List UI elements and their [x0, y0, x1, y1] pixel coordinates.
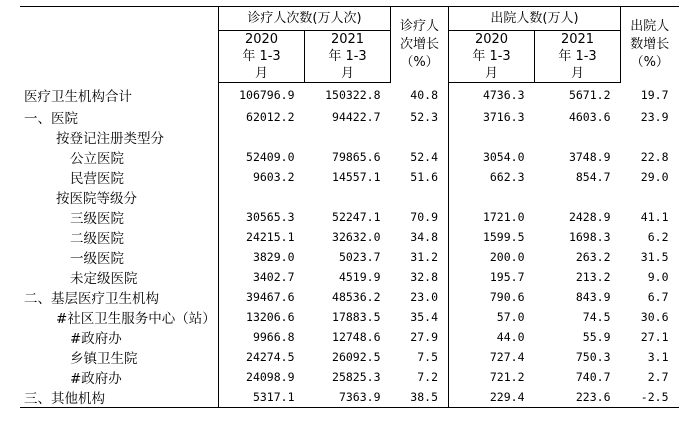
- cell-dg: -2.5: [621, 387, 679, 408]
- header-name-cell: [20, 7, 219, 83]
- row-label: 三、其他机构: [20, 387, 219, 408]
- cell-d2020: [449, 187, 535, 207]
- cell-d2021: 74.5: [582, 309, 611, 324]
- cell-vg: 7.2: [417, 369, 438, 384]
- cell-vg: [391, 187, 449, 207]
- cell-d2021: [535, 127, 621, 147]
- cell-d2021: 55.9: [582, 329, 611, 344]
- cell-d2020: 1721.0: [449, 207, 535, 227]
- cell-v2021: 17883.5: [332, 309, 381, 324]
- cell-d2020: 3054.0: [449, 147, 535, 167]
- cell-vg: 51.6: [410, 169, 438, 184]
- row-label: 一、医院: [24, 110, 78, 127]
- cell-d2021: [535, 187, 621, 207]
- cell-vg: 35.4: [410, 309, 438, 324]
- table-row: [20, 187, 679, 207]
- cell-v2021: 12748.6: [332, 329, 381, 344]
- table-row: [20, 347, 679, 367]
- cell-vg: 31.2: [410, 249, 438, 264]
- header-discharge-2020: [449, 31, 535, 83]
- cell-v2021: 7363.9: [305, 387, 391, 408]
- cell-vg: [391, 127, 449, 147]
- row-label: 医疗卫生机构合计: [24, 88, 132, 105]
- cell-v2020: 5317.1: [219, 387, 305, 408]
- header-discharge-group: 出院人数(万人): [449, 7, 621, 31]
- cell-vg: 32.8: [410, 269, 438, 284]
- header-discharge-2020-text: 2020年 1-3月: [472, 32, 511, 81]
- cell-dg: 30.6: [640, 309, 669, 324]
- cell-v2021: 32632.0: [332, 229, 381, 244]
- cell-v2020: [219, 187, 305, 207]
- cell-v2021: 48536.2: [332, 289, 381, 304]
- row-label: 乡镇卫生院: [70, 350, 138, 367]
- header-visits-2020: [219, 31, 305, 83]
- cell-dg: 29.0: [640, 169, 669, 184]
- cell-v2020: 24215.1: [219, 227, 305, 247]
- cell-dg: [621, 127, 679, 147]
- cell-v2020: 106796.9: [219, 83, 305, 107]
- table-row: [20, 107, 679, 127]
- cell-v2020: 3829.0: [219, 247, 305, 267]
- cell-dg: [621, 187, 679, 207]
- cell-d2021: 854.7: [575, 169, 611, 184]
- cell-v2020: 9603.2: [219, 167, 305, 187]
- row-label: 三级医院: [70, 210, 124, 227]
- table-row: [20, 167, 679, 187]
- cell-dg: 41.1: [640, 209, 669, 224]
- row-label: 按登记注册类型分: [56, 130, 164, 147]
- cell-v2021: 26092.5: [332, 349, 381, 364]
- cell-v2020: 24274.5: [219, 347, 305, 367]
- table-row: [20, 307, 679, 327]
- header-discharge-2021: [535, 31, 621, 83]
- header-visits-2021-text: 2021年 1-3月: [328, 32, 367, 81]
- row-label: 一级医院: [70, 250, 124, 267]
- table-row: [20, 127, 679, 147]
- row-label: 二级医院: [70, 230, 124, 247]
- cell-d2020: [449, 127, 535, 147]
- cell-d2021: 740.7: [575, 369, 611, 384]
- cell-v2020: 52409.0: [219, 147, 305, 167]
- cell-d2020: 229.4: [449, 387, 535, 408]
- cell-v2021: 94422.7: [332, 109, 381, 124]
- cell-vg: 27.9: [410, 329, 438, 344]
- cell-dg: 22.8: [640, 149, 669, 164]
- cell-dg: 31.5: [640, 249, 669, 264]
- cell-d2021: 263.2: [575, 249, 611, 264]
- cell-d2020: 195.7: [449, 267, 535, 287]
- cell-v2021: [305, 187, 391, 207]
- row-label: 民营医院: [70, 170, 124, 187]
- table-body: [20, 83, 679, 408]
- cell-vg: 70.9: [410, 209, 438, 224]
- cell-v2021: 52247.1: [332, 209, 381, 224]
- cell-v2020: 39467.6: [219, 287, 305, 307]
- cell-vg: 52.3: [410, 109, 438, 124]
- cell-d2021: 843.9: [575, 289, 611, 304]
- header-visits-2021: [305, 31, 391, 83]
- row-label: 按医院等级分: [56, 190, 137, 207]
- table-row: [20, 287, 679, 307]
- header-visits-2020-text: 2020年 1-3月: [242, 32, 281, 81]
- cell-d2021: 3748.9: [568, 149, 611, 164]
- cell-vg: 52.4: [410, 149, 438, 164]
- cell-dg: 2.7: [647, 369, 669, 384]
- cell-d2021: 213.2: [575, 269, 611, 284]
- cell-d2020: 3716.3: [449, 107, 535, 127]
- row-label: #政府办: [70, 330, 122, 347]
- table-row: [20, 83, 679, 107]
- cell-v2020: 62012.2: [219, 107, 305, 127]
- cell-v2021: 4519.9: [338, 269, 381, 284]
- table-row: [20, 267, 679, 287]
- cell-vg: 34.8: [410, 229, 438, 244]
- cell-v2020: [219, 127, 305, 147]
- cell-dg: 23.9: [640, 109, 669, 124]
- cell-v2021: 79865.6: [332, 149, 381, 164]
- cell-dg: 19.7: [640, 87, 669, 102]
- cell-dg: 9.0: [647, 269, 669, 284]
- cell-v2020: 9966.8: [219, 327, 305, 347]
- cell-d2021: 1698.3: [568, 229, 611, 244]
- row-label: #社区卫生服务中心（站）: [56, 310, 216, 327]
- row-label: 公立医院: [70, 150, 124, 167]
- cell-v2021: 150322.8: [325, 87, 381, 102]
- row-label: 二、基层医疗卫生机构: [24, 290, 159, 307]
- header-visits-group: 诊疗人次数(万人次): [219, 7, 391, 31]
- cell-v2020: 13206.6: [219, 307, 305, 327]
- table-row: [20, 147, 679, 167]
- header-discharge-2021-text: 2021年 1-3月: [558, 32, 597, 81]
- cell-d2021: 750.3: [575, 349, 611, 364]
- header-visits-growth-text: 诊疗人次增长（%）: [399, 18, 439, 70]
- cell-d2020: 721.2: [449, 367, 535, 387]
- cell-v2021: 5023.7: [338, 249, 381, 264]
- cell-vg: 7.5: [417, 349, 438, 364]
- cell-vg: 38.5: [391, 387, 449, 408]
- cell-d2020: 4736.3: [449, 83, 535, 107]
- header-visits-growth: [391, 7, 449, 83]
- cell-d2020: 57.0: [449, 307, 535, 327]
- table-row: [20, 327, 679, 347]
- hospital-statistics-table: [20, 6, 679, 408]
- table-row: [20, 247, 679, 267]
- cell-d2020: 790.6: [449, 287, 535, 307]
- cell-d2020: 1599.5: [449, 227, 535, 247]
- header-discharge-growth: [621, 7, 679, 83]
- cell-v2021: 14557.1: [332, 169, 381, 184]
- cell-v2020: 30565.3: [219, 207, 305, 227]
- row-label: 未定级医院: [70, 270, 138, 287]
- cell-d2020: 662.3: [449, 167, 535, 187]
- table-row: [20, 227, 679, 247]
- cell-dg: 6.2: [647, 229, 669, 244]
- cell-dg: 3.1: [647, 349, 669, 364]
- cell-d2020: 44.0: [449, 327, 535, 347]
- cell-dg: 27.1: [640, 329, 669, 344]
- cell-dg: 6.7: [647, 289, 669, 304]
- cell-v2020: 3402.7: [219, 267, 305, 287]
- cell-v2021: 25825.3: [332, 369, 381, 384]
- cell-d2020: 727.4: [449, 347, 535, 367]
- cell-vg: 40.8: [410, 87, 438, 102]
- row-label: #政府办: [70, 370, 122, 387]
- table-row: [20, 207, 679, 227]
- cell-d2020: 200.0: [449, 247, 535, 267]
- cell-vg: 23.0: [410, 289, 438, 304]
- header-discharge-growth-text: 出院人数增长（%）: [630, 18, 670, 70]
- cell-d2021: 4603.6: [568, 109, 611, 124]
- table-row: [20, 387, 679, 408]
- cell-v2020: 24098.9: [219, 367, 305, 387]
- cell-d2021: 223.6: [535, 387, 621, 408]
- cell-d2021: 2428.9: [568, 209, 611, 224]
- table-row: [20, 367, 679, 387]
- cell-d2021: 5671.2: [568, 87, 611, 102]
- cell-v2021: [305, 127, 391, 147]
